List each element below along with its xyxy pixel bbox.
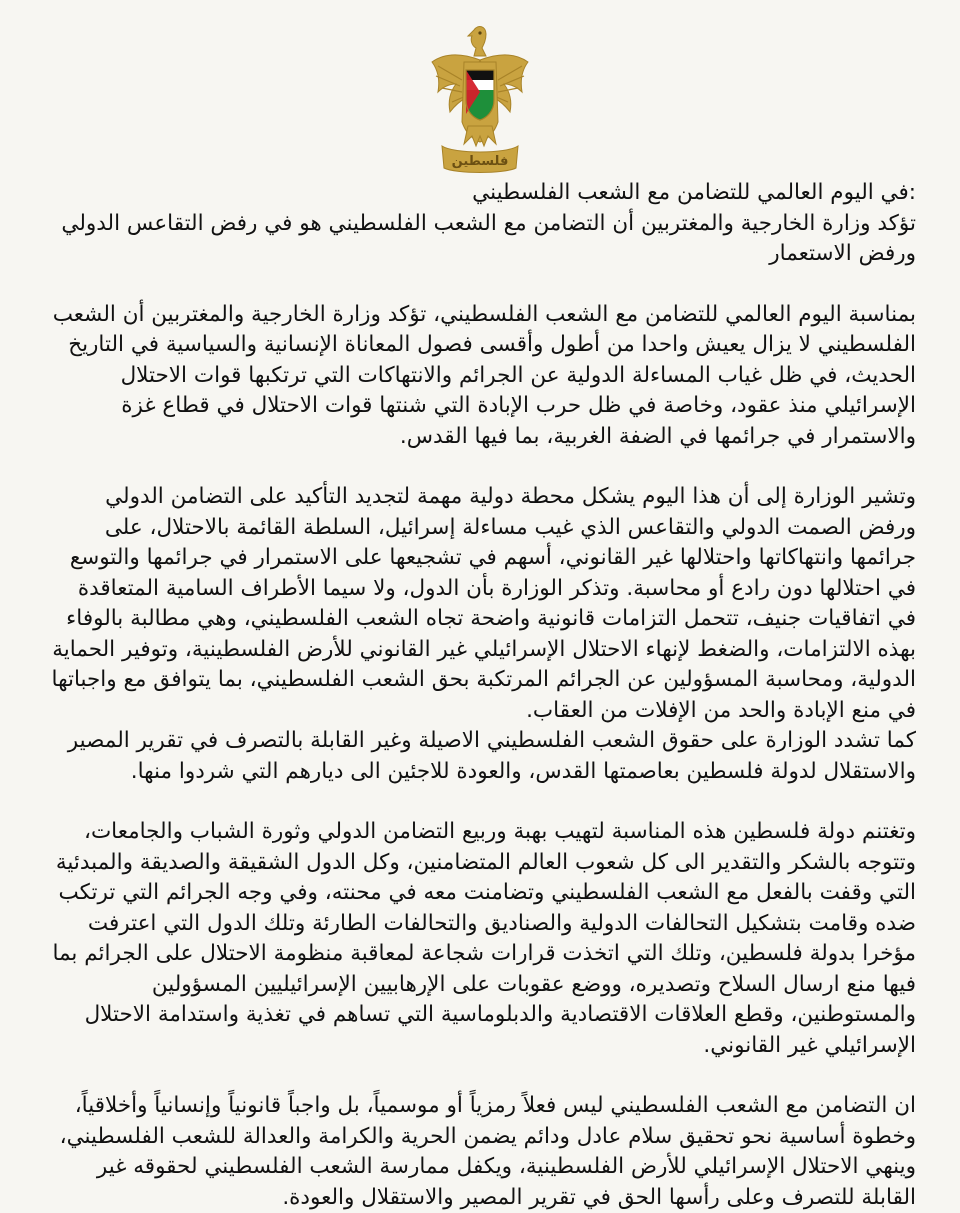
statement-title: [46, 178, 916, 270]
paragraph-1: بمناسبة اليوم العالمي للتضامن مع الشعب الفلسطيني، تؤكد وزارة الخارجية والمغتربين أن الشعب الفلسطيني لا يزال يعيش واحدا من أطول وأقسى فصول المعاناة الإنسانية والسياسية في التاريخ الحديث، في ظل غياب المساءلة الدولية عن الجرائم والانتهاكات التي ترتكبها قوات الاحتلال الإسرائيلي منذ عقود، وخاصة في ظل حرب الإبادة التي شنتها قوات الاحتلال في قطاع غزة والاستمرار في جرائمها في الضفة الغربية، بما فيها القدس.: [52, 301, 916, 449]
palestine-eagle-emblem-icon: [424, 22, 536, 174]
paragraph-3: كما تشدد الوزارة على حقوق الشعب الفلسطيني الاصيلة وغير القابلة بالتصرف في تقرير المصير والاستقلال لدولة فلسطين بعاصمتها القدس، والعودة للاجئين الى ديارهم التي شردوا منها.: [67, 728, 916, 784]
statement-body: [46, 178, 916, 1213]
paragraph-4: وتغتنم دولة فلسطين هذه المناسبة لتهيب بهبة وربيع التضامن الدولي وثورة الشباب والجامعات، وتتوجه بالشكر والتقدير الى كل شعوب العالم المتضامنين، وكل الدول الشقيقة والصديقة والمبدئية التي وقفت بالفعل مع الشعب الفلسطيني وتضامنت معه في محنته، وفي وجه الجرائم التي ترتكب ضده وقامت بتشكيل التحالفات الدولية والصناديق والتحالفات الطارئة وتلك الدول التي اعترفت مؤخرا بدولة فلسطين، وتلك التي اتخذت قرارات شجاعة لمعاقبة منظومة الاحتلال على الجرائم بما فيها منع ارسال السلاح وتصديره، ووضع عقوبات على الإرهابيين الإسرائيليين المسؤولين والمستوطنين، وقطع العلاقات الاقتصادية والدبلوماسية التي تساهم في تغذية واستدامة الاحتلال الإسرائيلي غير القانوني.: [52, 819, 916, 1058]
emblem-caption: فلسطين: [451, 154, 509, 169]
paragraph-2: وتشير الوزارة إلى أن هذا اليوم يشكل محطة دولية مهمة لتجديد التأكيد على التضامن الدولي ورفض الصمت الدولي والتقاعس الذي غيب مساءلة إسرائيل، السلطة القائمة بالاحتلال، على جرائمها وانتهاكاتها واحتلالها غير القانوني، أسهم في تشجيعها على الاستمرار في جرائمها والتوسع في احتلالها دون رادع أو محاسبة. وتذكر الوزارة بأن الدول، ولا سيما الأطراف السامية المتعاقدة في اتفاقيات جنيف، تتحمل التزامات قانونية واضحة تجاه الشعب الفلسطيني، وهي مطالبة بالوفاء بهذه الالتزامات، والضغط لإنهاء الاحتلال الإسرائيلي غير القانوني للأرض الفلسطينية، وتوفير الحماية الدولية، ومحاسبة المسؤولين عن الجرائم المرتكبة بحق الشعب الفلسطيني، بما يتوافق مع واجباتها في منع الإبادة والحد من الإفلات من العقاب.: [51, 484, 916, 723]
title-line-1: :في اليوم العالمي للتضامن مع الشعب الفلسطيني: [472, 180, 916, 205]
paragraph-5: ان التضامن مع الشعب الفلسطيني ليس فعلاً رمزياً أو موسمياً، بل واجباً قانونياً وإنسانياً وأخلاقياً، وخطوة أساسية نحو تحقيق سلام عادل ودائم يضمن الحرية والكرامة والعدالة للشعب الفلسطيني، وينهي الاحتلال الإسرائيلي للأرض الفلسطينية، ويكفل ممارسة الشعب الفلسطيني لحقوقه غير القابلة للتصرف وعلى رأسها الحق في تقرير المصير والاستقلال والعودة.: [59, 1093, 916, 1210]
title-line-2: تؤكد وزارة الخارجية والمغتربين أن التضامن مع الشعب الفلسطيني هو في رفض التقاعس الدولي ورفض الاستعمار: [61, 210, 916, 266]
